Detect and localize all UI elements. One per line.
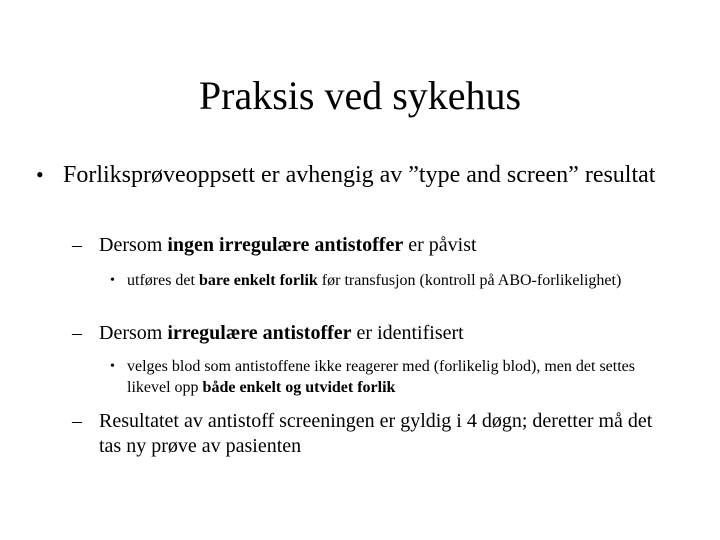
subbullet-validity — [72, 409, 672, 459]
text-pre: utføres det — [127, 272, 199, 289]
subbullet-text — [99, 321, 672, 346]
subbullet-no-antibodies — [72, 233, 672, 258]
text-post: er identifisert — [351, 322, 464, 344]
text-post: er påvist — [403, 234, 477, 256]
subbullet-text — [99, 233, 672, 258]
subsub-compatible-blood — [108, 356, 668, 398]
subsub-simple-match — [108, 270, 668, 291]
text-pre: Dersom — [99, 322, 168, 344]
subbullet-antibodies-identified — [72, 321, 672, 346]
subsub-text — [127, 270, 668, 291]
text-bold: irregulære antistoffer — [167, 322, 352, 344]
bullet-dot-icon: • — [110, 359, 115, 374]
bullet-dot-icon: • — [36, 162, 44, 187]
text-pre: Dersom — [99, 234, 168, 256]
dash-icon: – — [72, 234, 82, 256]
subsub-text — [127, 356, 668, 398]
text-pre: velges blod som antistoffene ikke reagerer med (forlikelig blod), men det settes likevel opp — [127, 358, 635, 396]
text-bold: både enkelt og utvidet forlik — [202, 379, 396, 396]
subbullet-text: Resultatet av antistoff screeningen er gyldig i 4 døgn; deretter må det tas ny prøve av pasienten — [99, 410, 653, 457]
dash-icon: – — [72, 322, 82, 344]
bullet-type-and-screen — [36, 160, 696, 190]
text-post: før transfusjon (kontroll på ABO-forlikelighet) — [317, 272, 622, 289]
slide-title: Praksis ved sykehus — [198, 73, 522, 118]
bullet-text: Forliksprøveoppsett er avhengig av ”type and screen” resultat — [63, 162, 656, 188]
text-bold: bare enkelt forlik — [198, 272, 318, 289]
dash-icon: – — [72, 410, 82, 432]
bullet-dot-icon: • — [110, 273, 115, 288]
text-bold: ingen irregulære antistoffer — [167, 234, 404, 256]
